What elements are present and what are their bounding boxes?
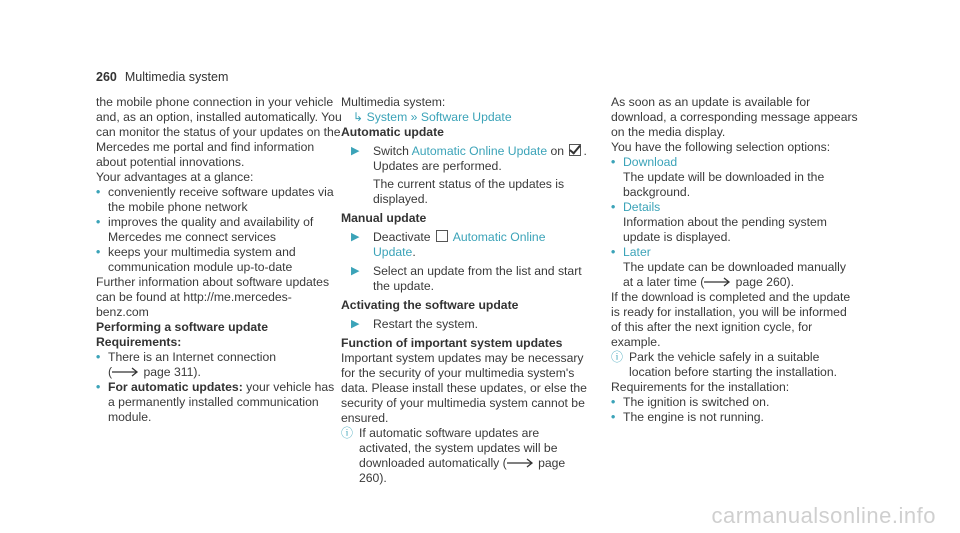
install-req-label: Requirements for the installation: xyxy=(611,380,790,394)
bullet-icon: • xyxy=(611,245,616,259)
watermark: carmanualsonline.info xyxy=(711,503,936,528)
options-label: You have the following selection options: xyxy=(611,140,831,154)
bullet-icon: • xyxy=(611,410,616,424)
advantages-label: Your advantages at a glance: xyxy=(96,170,254,184)
step-arrow-icon: ▶ xyxy=(351,145,360,157)
list-item: • improves the quality and availability of Mercedes me connect services xyxy=(96,215,314,244)
info-icon: ⓘ xyxy=(341,426,354,440)
page-number: 260 xyxy=(96,70,117,84)
auto-update-title: Automatic update xyxy=(341,125,444,139)
step: ▶ Select an update from the list and start the update. xyxy=(351,264,582,293)
bullet-icon: • xyxy=(96,215,101,229)
checked-box-icon xyxy=(569,144,581,156)
bullet-icon: • xyxy=(96,380,101,394)
path-software-update[interactable]: Software Update xyxy=(420,110,512,124)
list-item: • Details Information about the pending system update is displayed. xyxy=(611,200,827,244)
column-1 xyxy=(96,95,344,425)
intro-paragraph: As soon as an update is available for download, a corresponding message appears on the media display. xyxy=(611,95,858,139)
list-item: • There is an Internet connection ( page 311). xyxy=(96,350,277,379)
path-arrow-icon: ↳ xyxy=(353,110,364,124)
bullet-icon: • xyxy=(96,245,101,259)
list-item: • conveniently receive software updates via the mobile phone network xyxy=(96,185,334,214)
further-info: Further information about software updates can be found at http://me.mercedes-benz.com xyxy=(96,275,330,319)
list-item: • keeps your multimedia system and communication module up-to-date xyxy=(96,245,296,274)
important-title: Function of important system updates xyxy=(341,336,563,350)
list-item: • Download The update will be downloaded in the background. xyxy=(611,155,825,199)
download-option[interactable]: Download xyxy=(623,155,678,169)
list-item: • The ignition is switched on. xyxy=(611,395,770,409)
activating-title: Activating the software update xyxy=(341,298,519,312)
page-reference-arrow-icon[interactable] xyxy=(112,367,140,377)
column-2 xyxy=(341,95,589,486)
page-header xyxy=(96,70,228,85)
bullet-icon: • xyxy=(611,155,616,169)
details-option[interactable]: Details xyxy=(623,200,661,214)
automatic-online-update-option[interactable]: Automatic Online Update xyxy=(411,144,548,158)
list-item: • Later The update can be downloaded manually at a later time ( page 260). xyxy=(611,245,846,289)
important-text: Important system updates may be necessary for the security of your multimedia system's data. Please install these updates, or else the security of your multimedia system cannot be ensured. xyxy=(341,351,587,425)
step-arrow-icon: ▶ xyxy=(351,231,360,243)
step: ▶ Restart the system. xyxy=(351,317,478,331)
bullet-icon: • xyxy=(611,395,616,409)
step: ▶ Switch Automatic Online Update on . Updates are performed. xyxy=(351,144,587,173)
unchecked-box-icon xyxy=(436,230,448,242)
info-icon: ⓘ xyxy=(611,350,624,364)
manual-update-title: Manual update xyxy=(341,211,427,225)
bullet-icon: • xyxy=(611,200,616,214)
bullet-icon: • xyxy=(96,185,101,199)
step-arrow-icon: ▶ xyxy=(351,265,360,277)
requirements-label: Requirements: xyxy=(96,335,182,349)
bullet-icon: • xyxy=(96,350,101,364)
intro-paragraph: the mobile phone connection in your vehicle and, as an option, installed automatically. You can monitor the status of your updates on the Mercedes me portal and find information about potential innovations. xyxy=(96,95,342,169)
subsection-title: Performing a software update xyxy=(96,320,269,334)
list-item: • The engine is not running. xyxy=(611,410,764,424)
page-reference-arrow-icon[interactable] xyxy=(704,277,732,287)
step-arrow-icon: ▶ xyxy=(351,318,360,330)
path-system[interactable]: System xyxy=(366,110,408,124)
path-label: Multimedia system: xyxy=(341,95,446,109)
step-result: The current status of the updates is displayed. xyxy=(373,177,565,206)
double-chevron-icon: » xyxy=(410,110,418,124)
automatic-online-update-option[interactable]: Automatic Online Update xyxy=(373,230,546,259)
section-title: Multimedia system xyxy=(124,70,229,84)
step: ▶ Deactivate Automatic Online Update. xyxy=(351,230,546,259)
menu-path xyxy=(341,110,589,125)
ready-paragraph: If the download is completed and the update is ready for installation, you will be informed of this after the next ignition cycle, for example. xyxy=(611,290,851,349)
list-item: • For automatic updates: your vehicle has a permanently installed communication module. xyxy=(96,380,335,424)
column-3 xyxy=(611,95,859,425)
info-note: ⓘ If automatic software updates are activated, the system updates will be downloaded automatically ( page 260). xyxy=(341,426,566,485)
page-reference-arrow-icon[interactable] xyxy=(507,458,535,468)
info-note: ⓘ Park the vehicle safely in a suitable location before starting the installation. xyxy=(611,350,837,379)
later-option[interactable]: Later xyxy=(623,245,651,259)
